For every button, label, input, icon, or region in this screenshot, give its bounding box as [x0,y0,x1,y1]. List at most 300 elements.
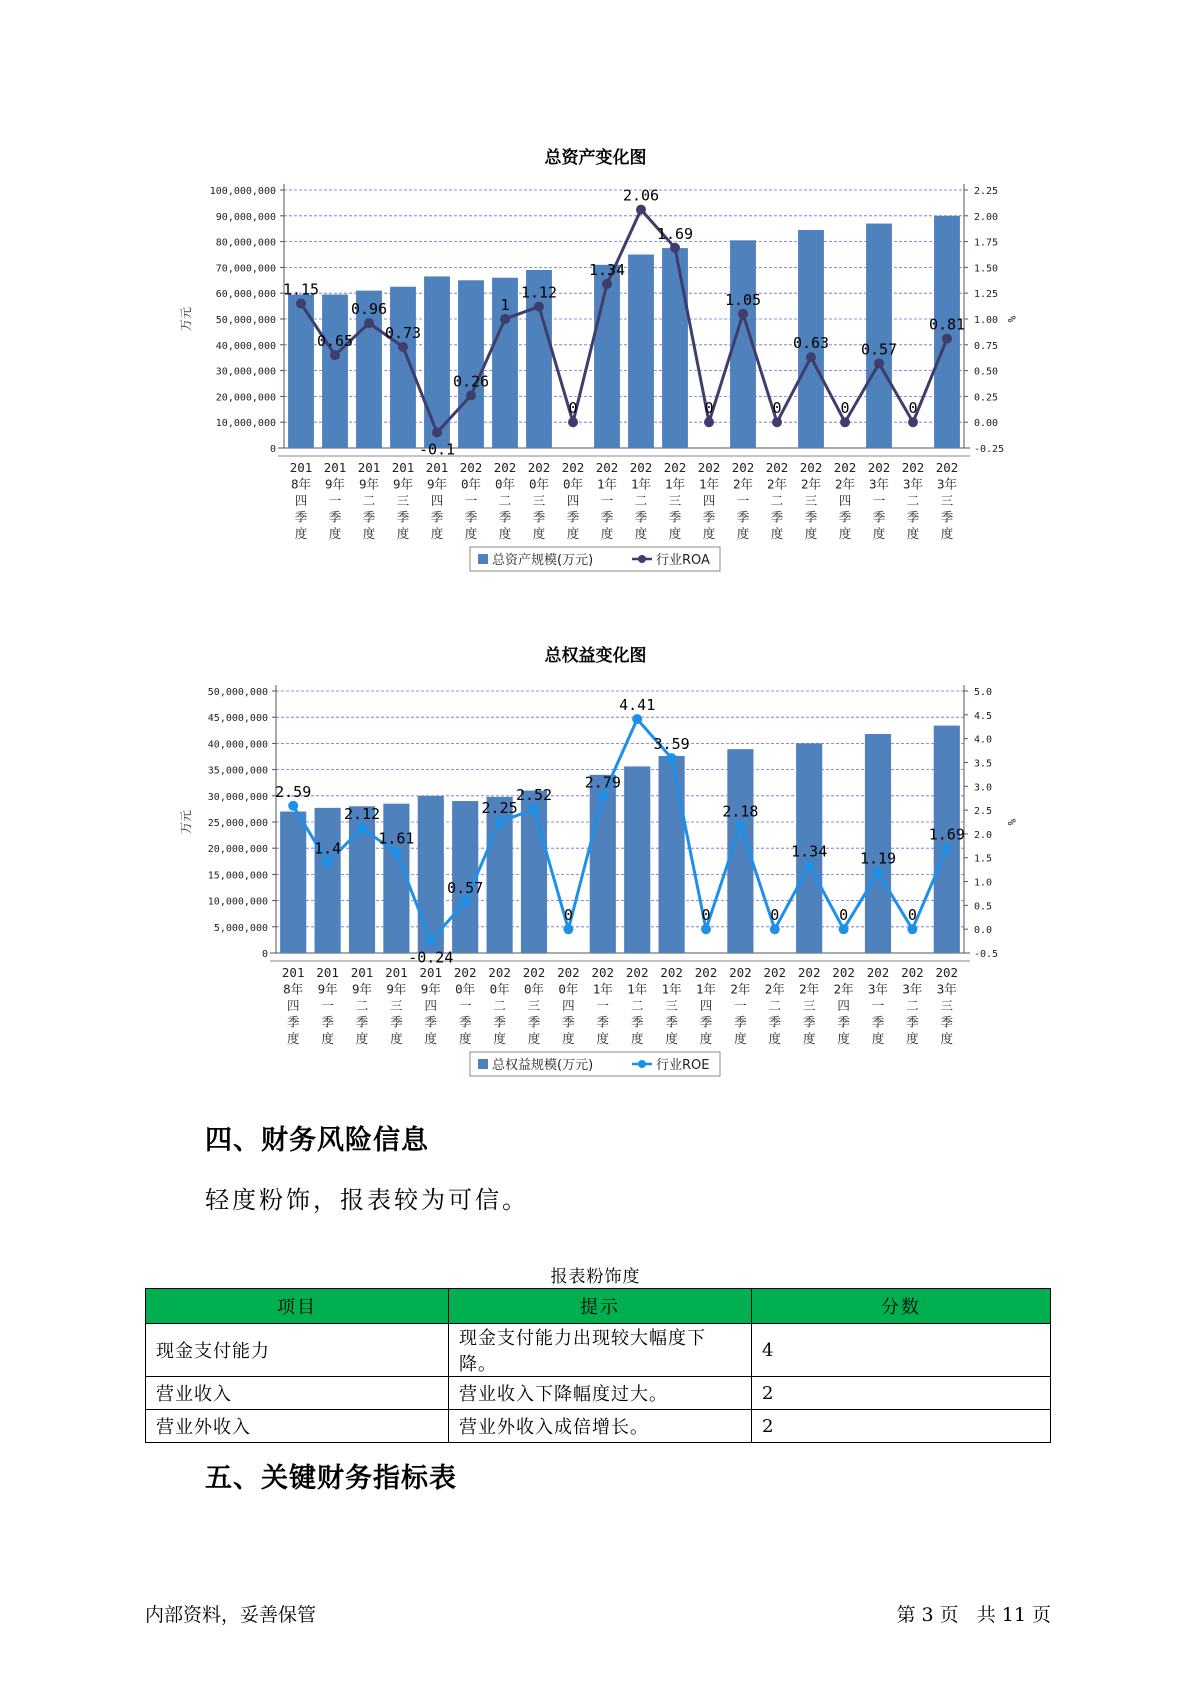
x-tick-label-line: 度 [390,1031,403,1046]
x-tick-label-line: 度 [566,526,580,541]
x-tick-label-line: 2年 [833,981,854,997]
data-label: 2.06 [622,186,660,205]
x-tick-label [562,460,585,541]
x-tick-label [766,460,789,541]
y-left-tick-label: 30,000,000 [207,791,268,803]
data-label: 1.19 [859,849,897,868]
line-point [529,804,539,814]
data-label: 2.12 [343,805,381,824]
x-tick-label-line: 1年 [596,476,618,492]
x-tick-label-line: 9年 [351,981,373,997]
table-row [146,1324,1051,1377]
data-label: 0.96 [350,300,388,319]
x-tick-label [764,965,787,1046]
data-label: 1.34 [588,260,626,279]
x-tick-label-line: 202 [493,460,517,475]
line-point [398,342,408,352]
table-caption: 报表粉饰度 [550,1267,641,1287]
data-label: 4.41 [619,696,656,715]
y-left-tick-label: 40,000,000 [215,340,276,352]
x-tick-label [385,965,408,1046]
x-tick-label-line: 度 [562,1031,575,1046]
y-right-tick-label: 0.5 [974,901,993,913]
data-label: 0 [907,906,917,925]
x-tick-label-line: 201 [289,460,313,475]
x-tick-label-line: 季 [736,509,750,525]
line-point [460,897,470,907]
x-tick-label-line: 202 [867,460,891,475]
x-tick-label-line: 2年 [834,476,856,492]
y-left-tick-label: 0 [269,444,276,455]
x-tick-label-line: 3年 [867,981,889,997]
x-tick-label-line: 季 [906,509,920,525]
table-cell: 营业外收入成倍增长。 [449,1410,752,1443]
x-tick-label-line: 季 [355,1014,369,1030]
x-tick-label-line: 四 [699,998,713,1013]
x-tick-label-line: 度 [532,526,546,541]
x-tick-label-line: 二 [493,998,506,1013]
table-cell: 2 [752,1377,1051,1410]
x-tick-label-line: 度 [872,526,886,541]
x-tick-label-line: 202 [629,460,653,475]
y-left-tick-label: 60,000,000 [215,289,276,301]
y-right-tick-label: 1.0 [974,877,993,889]
x-tick-label-line: 三 [804,493,818,508]
data-label: 0 [568,399,578,418]
x-tick-label-line: 8年 [290,476,312,492]
x-tick-label-line: 季 [940,1014,954,1030]
y-left-tick-label: 5,000,000 [213,922,268,934]
x-tick-label-line: 9年 [317,981,338,997]
data-label: 1.69 [656,224,694,243]
x-tick-label-line: 四 [294,493,308,508]
x-tick-label-line: 季 [871,1014,885,1030]
line-point [364,318,374,328]
y-right-tick-label: 4.0 [974,734,993,746]
x-tick-label-line: 度 [493,1031,506,1046]
y-right-tick-label: 5.0 [974,687,993,698]
y-left-tick-label: 100,000,000 [209,186,276,197]
x-tick-label-line: 二 [355,998,369,1013]
x-tick-label-line: 202 [729,965,752,980]
x-tick-label-line: 四 [286,998,300,1013]
x-tick-label-line: 二 [362,493,376,508]
x-tick-label-line: 0年 [562,476,584,492]
x-tick-label-line: 9年 [426,476,448,492]
line-point [942,844,952,854]
line-point [323,857,333,867]
line-point [840,417,850,427]
x-tick-label-line: 季 [770,509,784,525]
x-tick-label-line: 一 [871,998,885,1013]
data-label: 0.26 [452,372,490,391]
line-point [873,867,883,877]
x-tick-label [902,460,925,541]
x-tick-label-line: 季 [321,1014,334,1030]
x-tick-label-line: 四 [430,493,444,508]
y-right-tick-label: 1.00 [974,315,999,326]
x-tick-label-line: 度 [837,1031,850,1046]
x-tick-label-line: 202 [763,965,787,980]
x-tick-label [834,460,857,541]
x-tick-label-line: 一 [458,998,472,1013]
chart-title-total-equity: 总权益变化图 [544,646,647,666]
data-label: 0 [563,906,573,925]
x-tick-label-line: 2年 [799,981,820,997]
x-tick-label-line: 一 [872,493,886,508]
x-tick-label [901,965,924,1046]
line-point [391,847,401,857]
x-tick-label-line: 度 [321,1031,334,1046]
x-tick-label-line: 202 [660,965,683,980]
x-tick-label-line: 202 [935,965,959,980]
line-point [670,243,680,253]
y-right-tick-label: 0.25 [974,392,999,404]
x-tick-label [488,965,511,1046]
line-point [602,279,612,289]
footer-confidential: 内部资料，妥善保管 [145,1604,317,1626]
y-left-tick-label: 10,000,000 [207,896,268,908]
data-label: 0.81 [928,315,966,334]
x-tick-label-line: 202 [522,965,546,980]
x-tick-label-line: 季 [668,509,682,525]
x-tick-label-line: 202 [625,965,649,980]
x-tick-label [832,965,855,1046]
x-tick-label-line: 2年 [732,476,754,492]
x-tick-label-line: 季 [390,1014,403,1030]
x-tick-label-line: 度 [464,526,478,541]
line-point [466,390,476,400]
x-tick-label [460,460,483,541]
line-point [296,299,306,309]
bar [315,808,341,953]
x-tick-label-line: 三 [532,493,546,508]
x-tick-label-line: 季 [906,1014,919,1030]
data-label: 1.34 [791,842,828,861]
legend-bar-label: 总权益规模(万元) [492,1058,594,1073]
bar [624,766,650,953]
x-tick-label-line: 201 [316,965,339,980]
y-left-tick-label: 50,000,000 [215,315,276,326]
x-tick-label [630,460,653,541]
x-tick-label-line: 202 [527,460,551,475]
x-tick-label-line: 季 [768,1014,782,1030]
total-equity-chart [0,678,1191,1118]
x-tick-label-line: 一 [734,998,747,1013]
x-tick-label-line: 季 [362,509,376,525]
line-point [357,823,367,833]
y-left-tick-label: 40,000,000 [207,739,268,751]
x-tick-label-line: 度 [702,526,716,541]
line-point [568,417,578,427]
line-point [908,417,918,427]
x-tick-label-line: 三 [390,998,403,1013]
x-tick-label-line: 四 [566,493,580,508]
x-tick-label-line: 季 [702,509,716,525]
x-tick-label-line: 202 [833,460,857,475]
x-tick-label-line: 度 [871,1031,885,1046]
y-right-tick-label: 0.75 [974,340,999,352]
legend-line-label: 行业ROA [656,553,710,568]
section-heading-financial-risk: 四、财务风险信息 [205,1125,429,1156]
x-tick-label-line: 8年 [283,981,304,997]
x-tick-label-line: 202 [832,965,855,980]
y-right-tick-label: 4.5 [974,710,993,722]
x-tick-label-line: 季 [838,509,852,525]
x-tick-label-line: 2年 [766,476,788,492]
x-tick-label-line: 度 [906,1031,919,1046]
x-tick-label-line: 季 [734,1014,747,1030]
y-left-tick-label: 35,000,000 [207,765,268,777]
x-tick-label-line: 202 [901,460,925,475]
table-cell: 4 [752,1324,1051,1377]
x-tick-label-line: 度 [736,526,750,541]
x-tick-label-line: 3年 [936,981,957,997]
x-tick-label-line: 季 [804,509,818,525]
x-tick-label-line: 202 [557,965,580,980]
x-tick-label-line: 3年 [902,476,924,492]
x-tick-label-line: 季 [837,1014,850,1030]
table-row [146,1410,1051,1443]
line-point [806,352,816,362]
data-label: 1.12 [520,283,558,302]
y-left-tick-label: 15,000,000 [207,870,268,882]
line-point [426,936,436,946]
y-left-tick-label: 80,000,000 [215,237,276,249]
x-tick-label-line: 季 [458,1014,472,1030]
x-tick-label-line: 0年 [455,981,476,997]
line-point [704,417,714,427]
x-tick-label-line: 四 [562,998,575,1013]
x-tick-label-line: 度 [634,526,648,541]
data-label: 0.73 [384,323,422,342]
data-label: -0.24 [408,948,454,967]
line-point [563,924,573,934]
y-left-tick-label: 20,000,000 [215,392,276,404]
x-tick-label [867,965,890,1046]
x-tick-label-line: 202 [765,460,789,475]
line-point [772,417,782,427]
x-tick-label [494,460,517,541]
data-label: 0 [840,399,850,418]
x-tick-label-line: 0年 [460,476,482,492]
bar [865,734,891,953]
line-point [735,820,745,830]
x-tick-label-line: 度 [362,526,376,541]
x-tick-label-line: 度 [424,1031,438,1046]
y-left-tick-label: 90,000,000 [215,211,276,223]
x-tick-label-line: 季 [630,1014,644,1030]
x-tick-label-line: 度 [600,526,614,541]
x-tick-label-line: 一 [736,493,750,508]
y-right-tick-label: 2.00 [974,211,999,223]
legend-line-marker [638,1060,646,1068]
x-tick-label-line: 201 [425,460,449,475]
x-tick-label [729,965,752,1046]
data-label: 0 [701,906,711,925]
x-tick-label-line: 202 [694,965,718,980]
y-right-tick-label: 2.0 [974,829,993,841]
line-point [432,428,442,438]
y-left-axis-label: 万元 [179,306,193,332]
data-label: 0.65 [316,332,354,351]
x-tick-label [732,460,755,541]
x-tick-label-line: 季 [699,1014,713,1030]
x-tick-label-line: 202 [561,460,585,475]
y-right-tick-label: -0.25 [974,444,1005,455]
x-tick-label-line: 度 [838,526,852,541]
x-tick-label-line: 季 [566,509,580,525]
x-tick-label-line: 1年 [695,981,717,997]
x-tick-label-line: 度 [355,1031,369,1046]
section-heading-key-indicators: 五、关键财务指标表 [205,1463,457,1494]
x-tick-label-line: 四 [702,493,716,508]
x-tick-label [426,460,449,541]
x-tick-label-line: 0年 [494,476,516,492]
legend-line-label: 行业ROE [656,1058,710,1073]
x-tick-label-line: 二 [768,998,782,1013]
data-label: 0 [770,906,780,925]
line-point [495,817,505,827]
x-tick-label-line: 四 [837,998,850,1013]
x-tick-label-line: 度 [770,526,784,541]
x-tick-label-line: 1年 [664,476,686,492]
x-tick-label-line: 202 [591,965,615,980]
table-cell: 现金支付能力出现较大幅度下降。 [449,1324,752,1377]
x-tick-label-line: 二 [906,493,920,508]
y-left-tick-label: 50,000,000 [207,687,268,698]
y-left-axis-label: 万元 [179,809,193,835]
y-left-tick-label: 25,000,000 [207,818,268,829]
y-left-tick-label: 70,000,000 [215,263,276,275]
y-right-tick-label: 0.0 [974,925,993,937]
x-tick-label-line: 三 [940,493,954,508]
line-point [500,314,510,324]
x-tick-label-line: 1年 [661,981,682,997]
x-tick-label-line: 季 [940,509,954,525]
x-tick-label-line: 201 [385,965,408,980]
x-tick-label-line: 3年 [902,981,923,997]
x-tick-label-line: 2年 [800,476,822,492]
data-label: 3.59 [653,735,690,754]
x-tick-label-line: 度 [430,526,444,541]
line-point [632,714,642,724]
data-label: 0.57 [447,879,484,898]
x-tick-label-line: 二 [498,493,512,508]
y-right-tick-label: 0.00 [974,418,999,430]
y-left-tick-label: 30,000,000 [215,366,276,378]
x-tick-label-line: 一 [596,998,610,1013]
x-tick-label-line: 202 [901,965,924,980]
y-right-axis-label: % [1005,818,1018,826]
legend-bar-label: 总资产规模(万元) [492,553,594,568]
x-tick-label-line: 201 [350,965,374,980]
line-point [534,302,544,312]
x-tick-label-line: 三 [527,998,541,1013]
x-tick-label-line: 2年 [764,981,785,997]
x-tick-label-line: 度 [294,526,308,541]
x-tick-label-line: 201 [419,965,443,980]
line-point [330,350,340,360]
x-tick-label-line: 季 [424,1014,438,1030]
x-tick-label-line: 202 [866,965,890,980]
x-tick-label-line: 季 [562,1014,575,1030]
y-right-tick-label: 1.5 [974,853,993,865]
x-tick-label-line: 2年 [730,981,751,997]
chart-title-total-assets: 总资产变化图 [544,148,647,168]
line-point [770,924,780,934]
x-tick-label-line: 度 [906,526,920,541]
x-tick-label-line: 9年 [420,981,441,997]
data-label: 2.52 [515,786,553,805]
data-label: 2.25 [481,799,518,817]
data-label: 0.63 [792,334,830,353]
x-tick-label-line: 一 [328,493,342,508]
x-tick-label [798,965,821,1046]
risk-summary-text: 轻度粉饰，报表较为可信。 [205,1186,529,1214]
x-tick-label-line: 二 [630,998,644,1013]
x-tick-label-line: 202 [697,460,721,475]
x-tick-label-line: 度 [940,1031,954,1046]
data-label: 2.59 [275,782,312,801]
table-header-hint: 提示 [449,1289,752,1324]
data-label: 0 [704,399,714,418]
x-tick-label-line: 度 [768,1031,782,1046]
x-tick-label [290,460,313,541]
data-label: 1 [500,296,510,314]
x-tick-label-line: 9年 [392,476,414,492]
x-tick-label-line: 度 [498,526,512,541]
x-tick-label-line: 3年 [868,476,890,492]
line-point [667,753,677,763]
x-tick-label-line: 二 [770,493,784,508]
legend-bar-swatch [478,554,488,564]
y-left-tick-label: 0 [261,949,268,960]
x-tick-label-line: 9年 [358,476,380,492]
x-tick-label-line: 度 [458,1031,472,1046]
x-tick-label [316,965,339,1046]
data-label: 2.79 [584,773,621,792]
x-tick-label [324,460,347,541]
x-tick-label-line: 三 [665,998,678,1013]
x-tick-label-line: 度 [665,1031,678,1046]
data-label: -0.1 [418,440,456,459]
x-tick-label-line: 202 [595,460,619,475]
x-tick-label-line: 0年 [489,981,510,997]
x-tick-label [282,965,305,1046]
x-tick-label-line: 度 [699,1031,713,1046]
data-label: 0 [772,399,782,418]
y-right-axis-label: % [1005,315,1018,323]
x-tick-label-line: 202 [459,460,483,475]
x-tick-label-line: 三 [668,493,682,508]
x-tick-label [528,460,551,541]
x-tick-label-line: 三 [802,998,816,1013]
x-tick-label-line: 季 [634,509,648,525]
x-tick-label-line: 1年 [698,476,720,492]
table-row [146,1377,1051,1410]
x-tick-label-line: 度 [734,1031,747,1046]
x-tick-label-line: 0年 [523,981,545,997]
table-header-item: 项目 [146,1289,449,1324]
x-tick-label-line: 三 [396,493,410,508]
line-point [839,924,849,934]
x-tick-label-line: 三 [940,998,954,1013]
legend-line-marker [638,555,646,563]
data-label: 0 [839,906,849,925]
data-label: 1.61 [378,829,415,848]
bar [662,248,688,448]
